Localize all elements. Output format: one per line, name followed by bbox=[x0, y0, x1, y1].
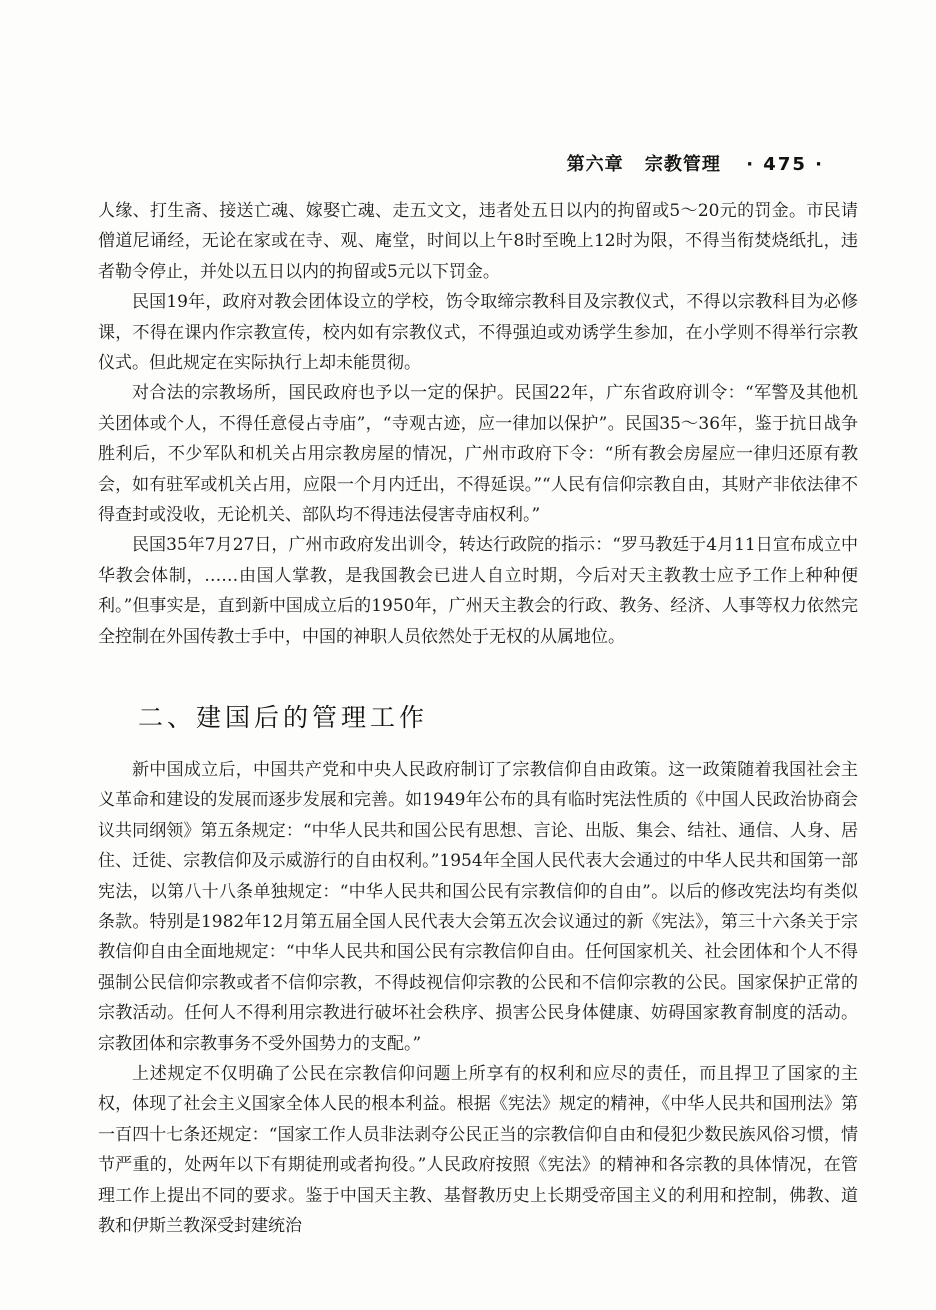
running-head bbox=[567, 150, 824, 176]
paragraph-continued: 人缘、打生斋、接送亡魂、嫁娶亡魂、走五文文，违者处五日以内的拘留或5～20元的罚金。市民请僧道尼诵经，无论在家或在寺、观、庵堂，时间以上午8时至晚上12时为限，不得当衔焚烧纸扎，违者勒令停止，并处以五日以内的拘留或5元以下罚金。 bbox=[98, 201, 858, 282]
page-number: · 475 · bbox=[746, 154, 824, 175]
text-block-after-heading bbox=[98, 755, 858, 1242]
paragraph: 民国35年7月27日，广州市政府发出训令，转达行政院的指示：“罗马教廷于4月11日宣布成立中华教会体制，……由国人掌教，是我国教会已进人自立时期，今后对天主教教士应予工作上种种便利。”但事实是，直到新中国成立后的1950年，广州天主教会的行政、教务、经济、人事等权力依然完全控制在外国传教士手中，中国的神职人员依然处于无权的从属地位。 bbox=[98, 535, 858, 647]
paragraph: 民国19年，政府对教会团体设立的学校，饬令取缔宗教科目及宗教仪式，不得以宗教科目为必修课，不得在课内作宗教宣传，校内如有宗教仪式，不得强迫或劝诱学生参加，在小学则不得举行宗教仪式。但此规定在实际执行上却未能贯彻。 bbox=[98, 292, 858, 374]
chapter-label: 第六章 bbox=[566, 154, 624, 175]
chapter-title: 宗教管理 bbox=[644, 154, 721, 175]
section-heading: 二、建国后的管理工作 bbox=[138, 703, 429, 732]
paragraph: 对合法的宗教场所，国民政府也予以一定的保护。民国22年，广东省政府训令：“军警及其他机关团体或个人，不得任意侵占寺庙”，“寺观古迹，应一律加以保护”。民国35～36年，鉴于抗日战争胜利后，不少军队和机关占用宗教房屋的情况，广州市政府下令：“所有教会房屋应一律归还原有教会，如有驻军或机关占用，应限一个月内迁出，不得延误。”“人民有信仰宗教自由，其财产非依法律不得查封或没收，无论机关、部队均不得违法侵害寺庙权利。” bbox=[98, 383, 858, 526]
text-block-before-heading bbox=[98, 196, 858, 652]
paragraph: 新中国成立后，中国共产党和中央人民政府制订了宗教信仰自由政策。这一政策随着我国社会主义革命和建设的发展而逐步发展和完善。如1949年公布的具有临时宪法性质的《中国人民政治协商会议共同纲领》第五条规定：“中华人民共和国公民有思想、言论、出版、集会、结社、通信、人身、居住、迁徙、宗教信仰及示威游行的自由权利。”1954年全国人民代表大会通过的中华人民共和国第一部宪法，以第八十八条单独规定：“中华人民共和国公民有宗教信仰的自由”。以后的修改宪法均有类似条款。特别是1982年12月第五届全国人民代表大会第五次会议通过的新《宪法》，第三十六条关于宗教信仰自由全面地规定：“中华人民共和国公民有宗教信仰自由。任何国家机关、社会团体和个人不得强制公民信仰宗教或者不信仰宗教，不得歧视信仰宗教的公民和不信仰宗教的公民。国家保护正常的宗教活动。任何人不得利用宗教进行破坏社会秩序、损害公民身体健康、妨碍国家教育制度的活动。宗教团体和宗教事务不受外国势力的支配。” bbox=[98, 760, 858, 1054]
paragraph: 上述规定不仅明确了公民在宗教信仰问题上所享有的权利和应尽的责任，而且捍卫了国家的主权，体现了社会主义国家全体人民的根本利益。根据《宪法》规定的精神，《中华人民共和国刑法》第一百四十七条还规定：“国家工作人员非法剥夺公民正当的宗教信仰自由和侵犯少数民族风俗习惯，情节严重的，处两年以下有期徒刑或者拘役。”人民政府按照《宪法》的精神和各宗教的具体情况，在管理工作上提出不同的要求。鉴于中国天主教、基督教历史上长期受帝国主义的利用和控制，佛教、道教和伊斯兰教深受封建统治 bbox=[98, 1064, 858, 1237]
